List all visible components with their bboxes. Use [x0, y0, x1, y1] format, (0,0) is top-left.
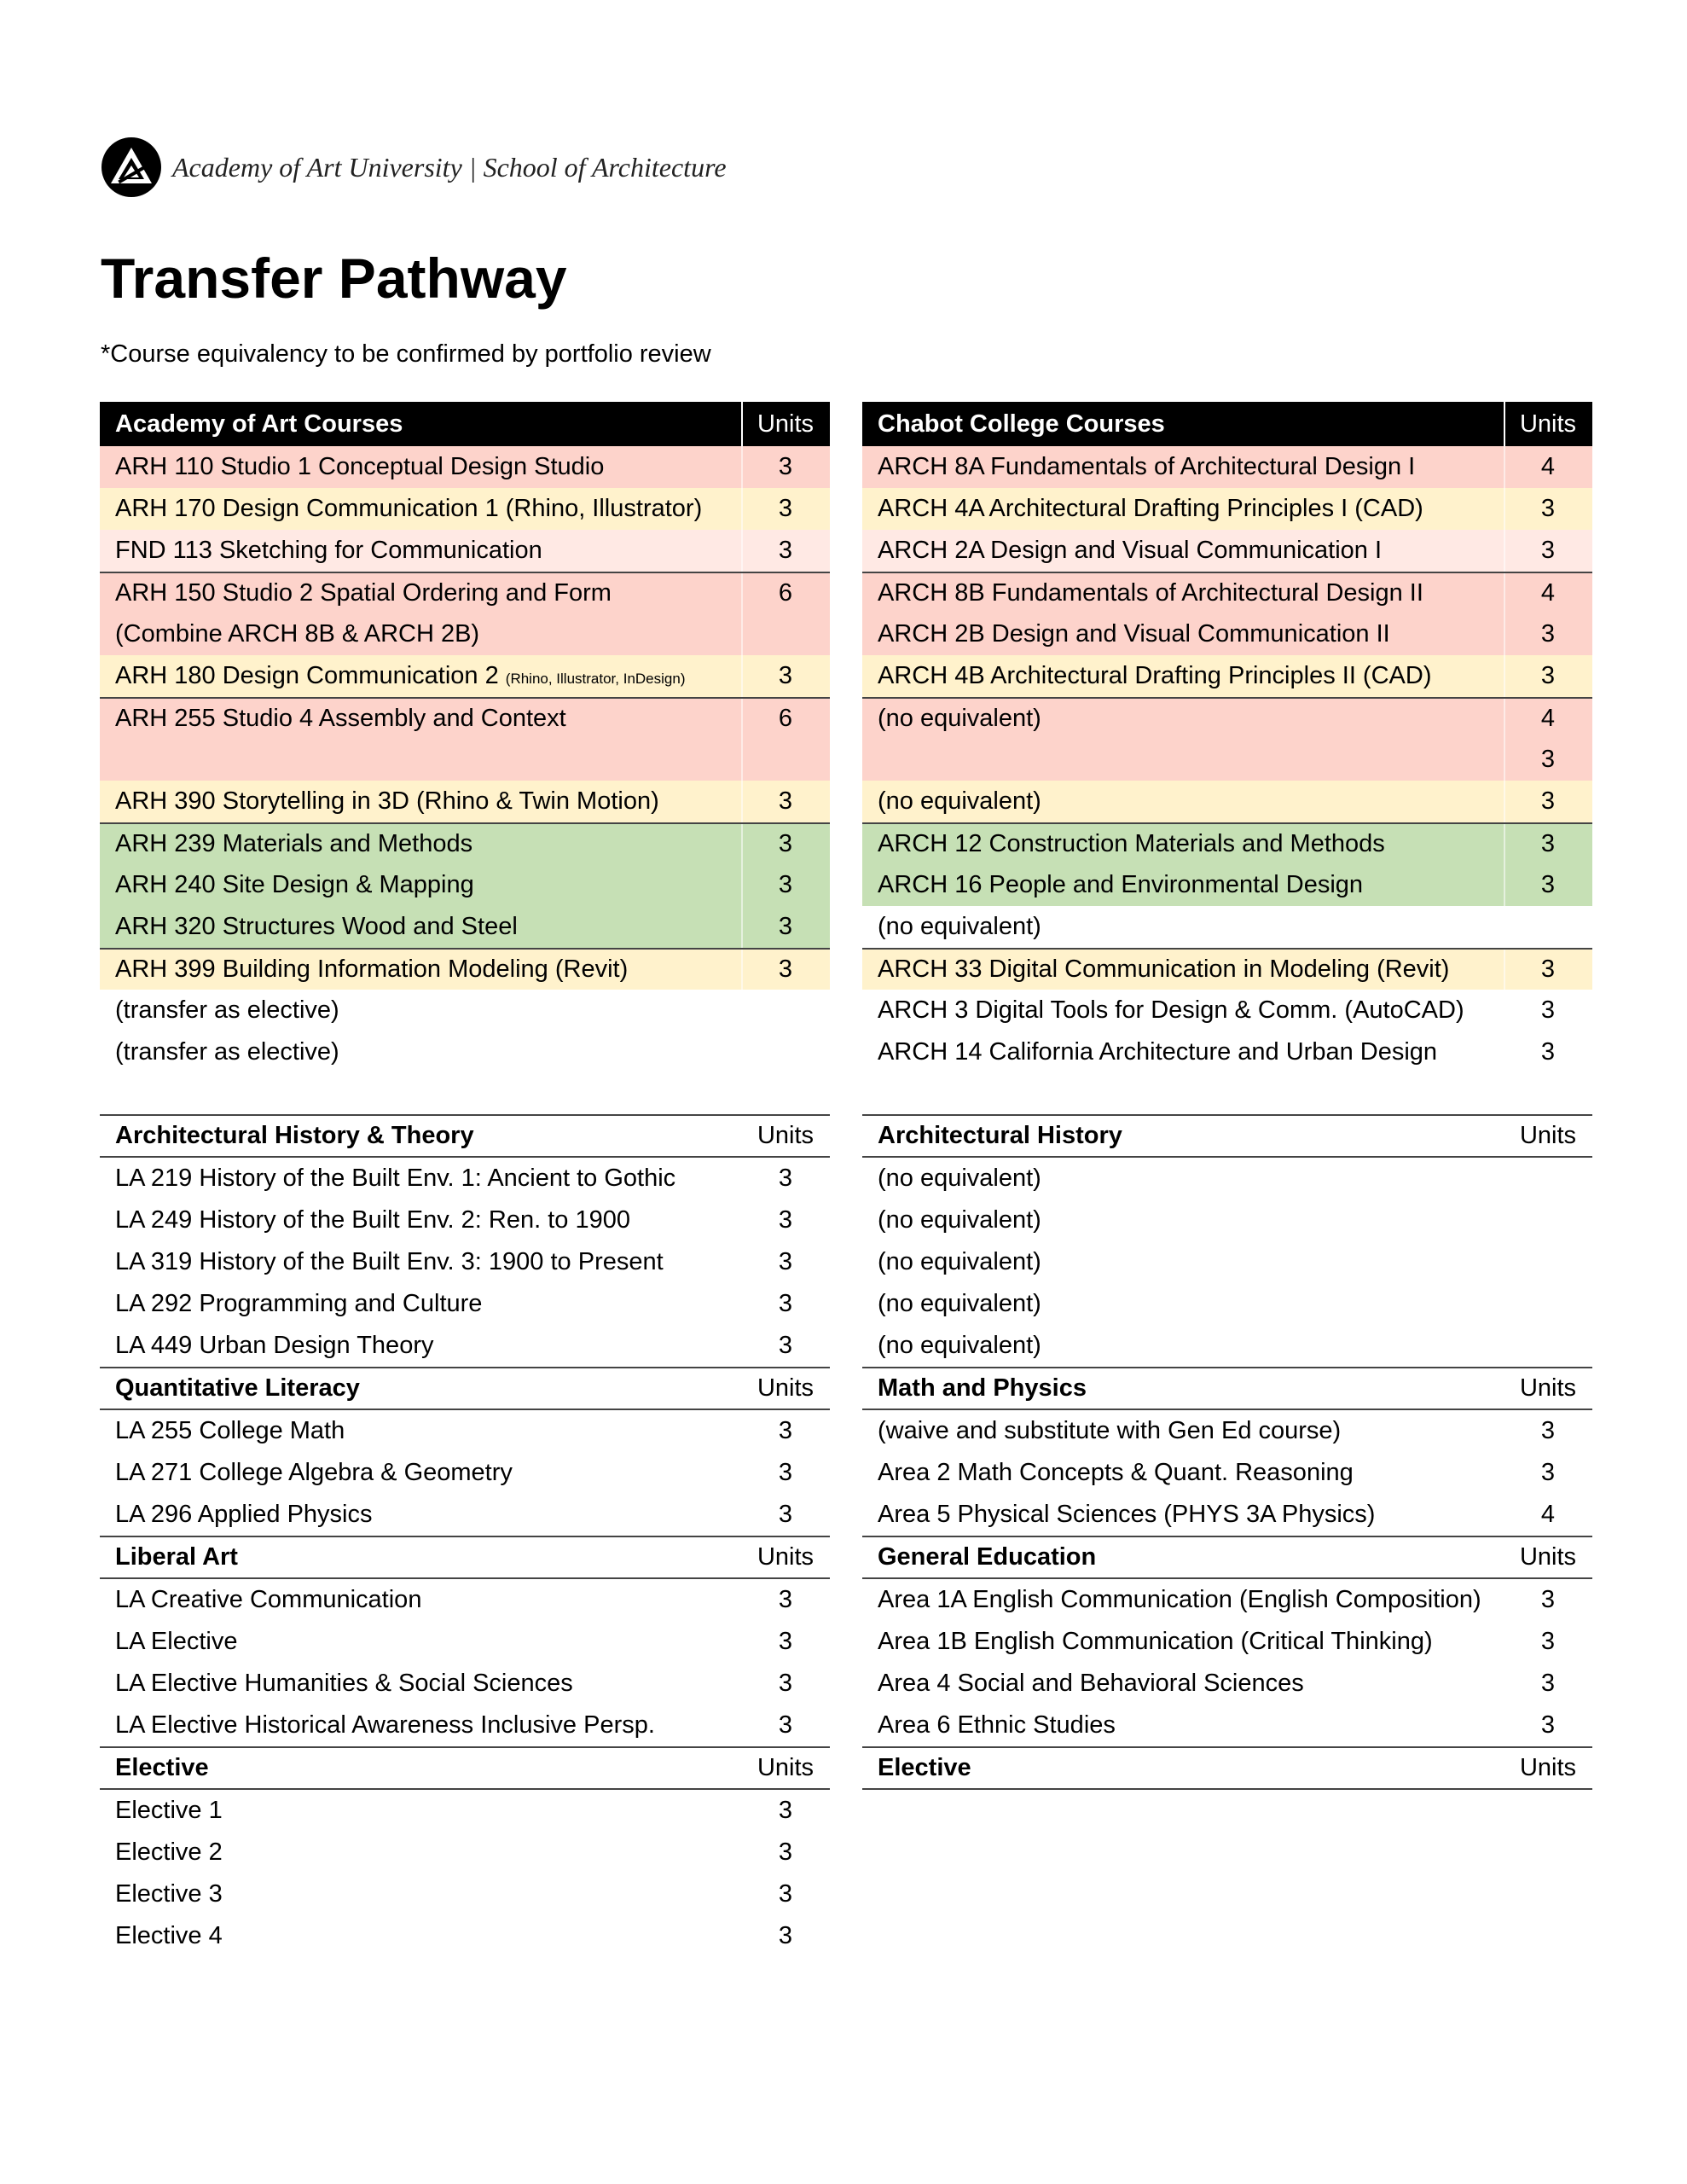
table-row	[100, 1790, 830, 1832]
section-title: Architectural History & Theory	[115, 1122, 474, 1149]
course-units: 3	[741, 864, 830, 906]
course-units: 4	[1504, 573, 1592, 613]
course-units: 3	[1504, 488, 1592, 530]
course-name: ARCH 12 Construction Materials and Methods	[878, 830, 1385, 857]
course-name: ARH 240 Site Design & Mapping	[115, 871, 474, 898]
table-row	[862, 906, 1592, 948]
table-row	[100, 572, 830, 613]
course-name: (no equivalent)	[878, 1332, 1041, 1359]
course-name: Elective 4	[115, 1922, 223, 1949]
table-row	[862, 1705, 1592, 1746]
course-units: 3	[778, 1838, 793, 1866]
section-header	[100, 1536, 830, 1579]
table-row	[862, 990, 1592, 1031]
course-name: Area 5 Physical Sciences (PHYS 3A Physics)	[878, 1501, 1376, 1528]
course-name: LA 249 History of the Built Env. 2: Ren. to 1900	[115, 1206, 630, 1234]
course-name: LA Elective Historical Awareness Inclusive Persp.	[115, 1711, 655, 1739]
table-row	[862, 697, 1592, 739]
table-row	[100, 1452, 830, 1494]
course-name: LA 319 History of the Built Env. 3: 1900 to Present	[115, 1248, 664, 1275]
course-units: 3	[741, 824, 830, 864]
course-name: ARCH 8B Fundamentals of Architectural Design II	[878, 579, 1423, 607]
units-header: Units	[1519, 1543, 1577, 1571]
section-header	[100, 1367, 830, 1410]
table-row	[100, 1579, 830, 1621]
course-units: 3	[741, 488, 830, 530]
table-row	[862, 1494, 1592, 1536]
table-row	[862, 1325, 1592, 1367]
institution-name: Academy of Art University | School of Architecture	[172, 151, 727, 183]
course-name: ARCH 4B Architectural Drafting Principles II (CAD)	[878, 662, 1432, 689]
course-units	[741, 739, 830, 781]
course-units: 3	[741, 781, 830, 822]
units-header: Units	[1504, 402, 1592, 446]
table-row	[862, 1410, 1592, 1452]
course-name: Area 2 Math Concepts & Quant. Reasoning	[878, 1459, 1354, 1486]
course-name: (no equivalent)	[878, 1290, 1041, 1317]
course-name: LA Creative Communication	[115, 1586, 422, 1613]
table-row	[100, 1705, 830, 1746]
course-name: LA Elective Humanities & Social Sciences	[115, 1670, 573, 1697]
page-header	[101, 135, 727, 200]
units-header: Units	[757, 1754, 815, 1781]
section-title: Math and Physics	[878, 1374, 1087, 1402]
course-name: (no equivalent)	[878, 787, 1041, 815]
course-name: (Combine ARCH 8B & ARCH 2B)	[115, 620, 480, 648]
units-header: Units	[741, 402, 830, 446]
table-row	[100, 655, 830, 697]
course-units: 3	[778, 1165, 793, 1192]
table-row	[100, 613, 830, 655]
course-name: ARCH 4A Architectural Drafting Principles I (CAD)	[878, 495, 1423, 522]
course-name: ARCH 2B Design and Visual Communication II	[878, 620, 1390, 648]
course-name-main: ARH 180 Design Communication 2	[115, 662, 499, 689]
course-name: Elective 2	[115, 1838, 223, 1866]
course-name: ARH 150 Studio 2 Spatial Ordering and Form	[115, 579, 612, 607]
course-units: 3	[778, 1797, 793, 1824]
course-name: Area 1A English Communication (English Composition)	[878, 1586, 1481, 1613]
course-name: (no equivalent)	[878, 1165, 1041, 1192]
section-title: Elective	[115, 1754, 209, 1781]
course-units	[741, 1031, 830, 1073]
table-row	[100, 906, 830, 948]
table-row	[862, 948, 1592, 990]
course-units: 4	[1504, 699, 1592, 739]
course-name: (no equivalent)	[878, 1248, 1041, 1275]
course-units: 6	[741, 699, 830, 739]
course-name: LA 296 Applied Physics	[115, 1501, 373, 1528]
course-name: ARCH 16 People and Environmental Design	[878, 871, 1364, 898]
course-name: ARH 110 Studio 1 Conceptual Design Studio	[115, 453, 605, 480]
course-name: FND 113 Sketching for Communication	[115, 537, 542, 564]
course-units: 3	[741, 906, 830, 948]
course-units	[1504, 1325, 1592, 1367]
course-units: 3	[1504, 864, 1592, 906]
table-header	[862, 402, 1592, 446]
table-row	[100, 990, 830, 1031]
course-units	[1504, 1283, 1592, 1325]
table-row	[862, 572, 1592, 613]
units-header: Units	[757, 1122, 815, 1149]
table-row	[100, 1832, 830, 1873]
course-units: 3	[1540, 1459, 1556, 1486]
table-row	[100, 1325, 830, 1367]
table-row	[100, 1873, 830, 1915]
units-header: Units	[757, 1543, 815, 1571]
course-name: ARH 390 Storytelling in 3D (Rhino & Twin Motion)	[115, 787, 659, 815]
course-name: Area 1B English Communication (Critical Thinking)	[878, 1628, 1433, 1655]
course-units: 3	[1540, 1038, 1556, 1066]
chabot-requirements-table	[862, 1114, 1592, 1790]
units-header: Units	[757, 1374, 815, 1402]
table-row	[100, 530, 830, 572]
table-row	[100, 739, 830, 781]
table-row	[862, 1031, 1592, 1073]
table-row	[100, 488, 830, 530]
page-title: Transfer Pathway	[101, 247, 567, 310]
course-units	[1504, 1241, 1592, 1283]
course-name-note: (Rhino, Illustrator, InDesign)	[505, 671, 686, 687]
table-row	[862, 446, 1592, 488]
course-units: 3	[778, 1586, 793, 1613]
course-name: LA 271 College Algebra & Geometry	[115, 1459, 513, 1486]
course-name	[100, 662, 741, 690]
course-name: LA 219 History of the Built Env. 1: Ancient to Gothic	[115, 1165, 676, 1192]
course-units	[741, 613, 830, 655]
table-row	[100, 1494, 830, 1536]
table-row	[100, 1283, 830, 1325]
course-name: Area 4 Social and Behavioral Sciences	[878, 1670, 1304, 1697]
course-name: Elective 3	[115, 1880, 223, 1908]
section-title: Elective	[878, 1754, 971, 1781]
academy-logo-icon	[101, 136, 162, 198]
table-row	[862, 1621, 1592, 1663]
table-row	[100, 1199, 830, 1241]
section-header	[862, 1536, 1592, 1579]
course-units: 4	[1540, 1501, 1556, 1528]
course-units: 3	[741, 446, 830, 488]
table-row	[862, 1452, 1592, 1494]
course-name: ARCH 3 Digital Tools for Design & Comm. (AutoCAD)	[878, 996, 1464, 1024]
course-name: (no equivalent)	[878, 913, 1041, 940]
course-name: (no equivalent)	[878, 705, 1041, 732]
course-units: 3	[741, 530, 830, 572]
table-row	[862, 1663, 1592, 1705]
course-units: 4	[1504, 446, 1592, 488]
course-units: 3	[778, 1417, 793, 1444]
course-units: 3	[1504, 781, 1592, 822]
section-header	[862, 1367, 1592, 1410]
course-units	[1504, 1199, 1592, 1241]
course-name: LA 292 Programming and Culture	[115, 1290, 483, 1317]
table-row	[100, 1158, 830, 1199]
course-units: 3	[741, 950, 830, 990]
course-name: (transfer as elective)	[115, 996, 339, 1024]
section-header	[862, 1746, 1592, 1790]
section-title: Architectural History	[878, 1122, 1122, 1149]
section-header	[100, 1746, 830, 1790]
table-row	[100, 781, 830, 822]
section-title: Liberal Art	[115, 1543, 238, 1571]
table-row	[862, 530, 1592, 572]
table-row	[100, 948, 830, 990]
table-header	[100, 402, 830, 446]
table-row	[862, 739, 1592, 781]
table-row	[100, 864, 830, 906]
table-row	[862, 488, 1592, 530]
course-name: Elective 1	[115, 1797, 223, 1824]
chabot-courses-table	[862, 402, 1592, 1073]
course-units: 6	[741, 573, 830, 613]
section-header	[100, 1114, 830, 1158]
table-row	[862, 1199, 1592, 1241]
table-row	[100, 1915, 830, 1957]
academy-requirements-table	[100, 1114, 830, 1957]
units-header: Units	[1519, 1754, 1577, 1781]
course-units: 3	[778, 1332, 793, 1359]
academy-courses-table	[100, 402, 830, 1073]
course-units: 3	[1504, 739, 1592, 781]
course-units: 3	[778, 1628, 793, 1655]
course-name: ARH 170 Design Communication 1 (Rhino, Illustrator)	[115, 495, 703, 522]
course-units: 3	[778, 1711, 793, 1739]
course-units: 3	[778, 1248, 793, 1275]
units-header: Units	[1519, 1374, 1577, 1402]
course-name: ARCH 33 Digital Communication in Modeling (Revit)	[878, 956, 1450, 983]
table-row	[100, 697, 830, 739]
course-units: 3	[1540, 1417, 1556, 1444]
course-name: ARH 320 Structures Wood and Steel	[115, 913, 518, 940]
course-units: 3	[1504, 613, 1592, 655]
table-row	[862, 1158, 1592, 1199]
course-name: LA 255 College Math	[115, 1417, 345, 1444]
course-units: 3	[778, 1880, 793, 1908]
table-row	[100, 1621, 830, 1663]
course-units	[1504, 906, 1592, 948]
course-name: (waive and substitute with Gen Ed course)	[878, 1417, 1342, 1444]
course-units: 3	[1504, 824, 1592, 864]
course-units: 3	[1540, 1711, 1556, 1739]
course-name: (no equivalent)	[878, 1206, 1041, 1234]
course-units: 3	[778, 1459, 793, 1486]
table-row	[100, 446, 830, 488]
course-units: 3	[1540, 1628, 1556, 1655]
course-units: 3	[778, 1922, 793, 1949]
table-row	[862, 1241, 1592, 1283]
course-name: ARH 399 Building Information Modeling (Revit)	[115, 956, 629, 983]
section-header	[862, 1114, 1592, 1158]
table-row	[100, 1410, 830, 1452]
column-title: Academy of Art Courses	[115, 410, 403, 438]
course-units: 3	[1540, 1586, 1556, 1613]
table-row	[862, 822, 1592, 864]
course-units: 3	[1504, 655, 1592, 697]
course-units: 3	[778, 1290, 793, 1317]
table-row	[100, 1031, 830, 1073]
table-row	[862, 864, 1592, 906]
course-name: Area 6 Ethnic Studies	[878, 1711, 1116, 1739]
course-units: 3	[778, 1670, 793, 1697]
units-header: Units	[1519, 1122, 1577, 1149]
table-row	[862, 1579, 1592, 1621]
course-name: LA 449 Urban Design Theory	[115, 1332, 434, 1359]
table-row	[862, 655, 1592, 697]
course-units: 3	[778, 1206, 793, 1234]
course-name: ARCH 8A Fundamentals of Architectural Design I	[878, 453, 1416, 480]
course-units	[1504, 1158, 1592, 1199]
course-units: 3	[741, 655, 830, 697]
course-name: ARH 255 Studio 4 Assembly and Context	[115, 705, 566, 732]
course-name: ARH 239 Materials and Methods	[115, 830, 473, 857]
course-units: 3	[1540, 996, 1556, 1024]
course-units: 3	[1504, 530, 1592, 572]
course-name: LA Elective	[115, 1628, 238, 1655]
equivalency-note: *Course equivalency to be confirmed by portfolio review	[101, 340, 711, 368]
course-units	[741, 990, 830, 1031]
course-units: 3	[1504, 950, 1592, 990]
course-units: 3	[1540, 1670, 1556, 1697]
course-name: (transfer as elective)	[115, 1038, 339, 1066]
table-row	[100, 822, 830, 864]
section-title: General Education	[878, 1543, 1097, 1571]
column-title: Chabot College Courses	[878, 410, 1165, 438]
course-name: ARCH 2A Design and Visual Communication I	[878, 537, 1383, 564]
course-name: ARCH 14 California Architecture and Urban Design	[878, 1038, 1438, 1066]
table-row	[100, 1663, 830, 1705]
table-row	[862, 613, 1592, 655]
course-units: 3	[778, 1501, 793, 1528]
section-title: Quantitative Literacy	[115, 1374, 360, 1402]
table-row	[862, 781, 1592, 822]
table-row	[862, 1283, 1592, 1325]
table-row	[100, 1241, 830, 1283]
